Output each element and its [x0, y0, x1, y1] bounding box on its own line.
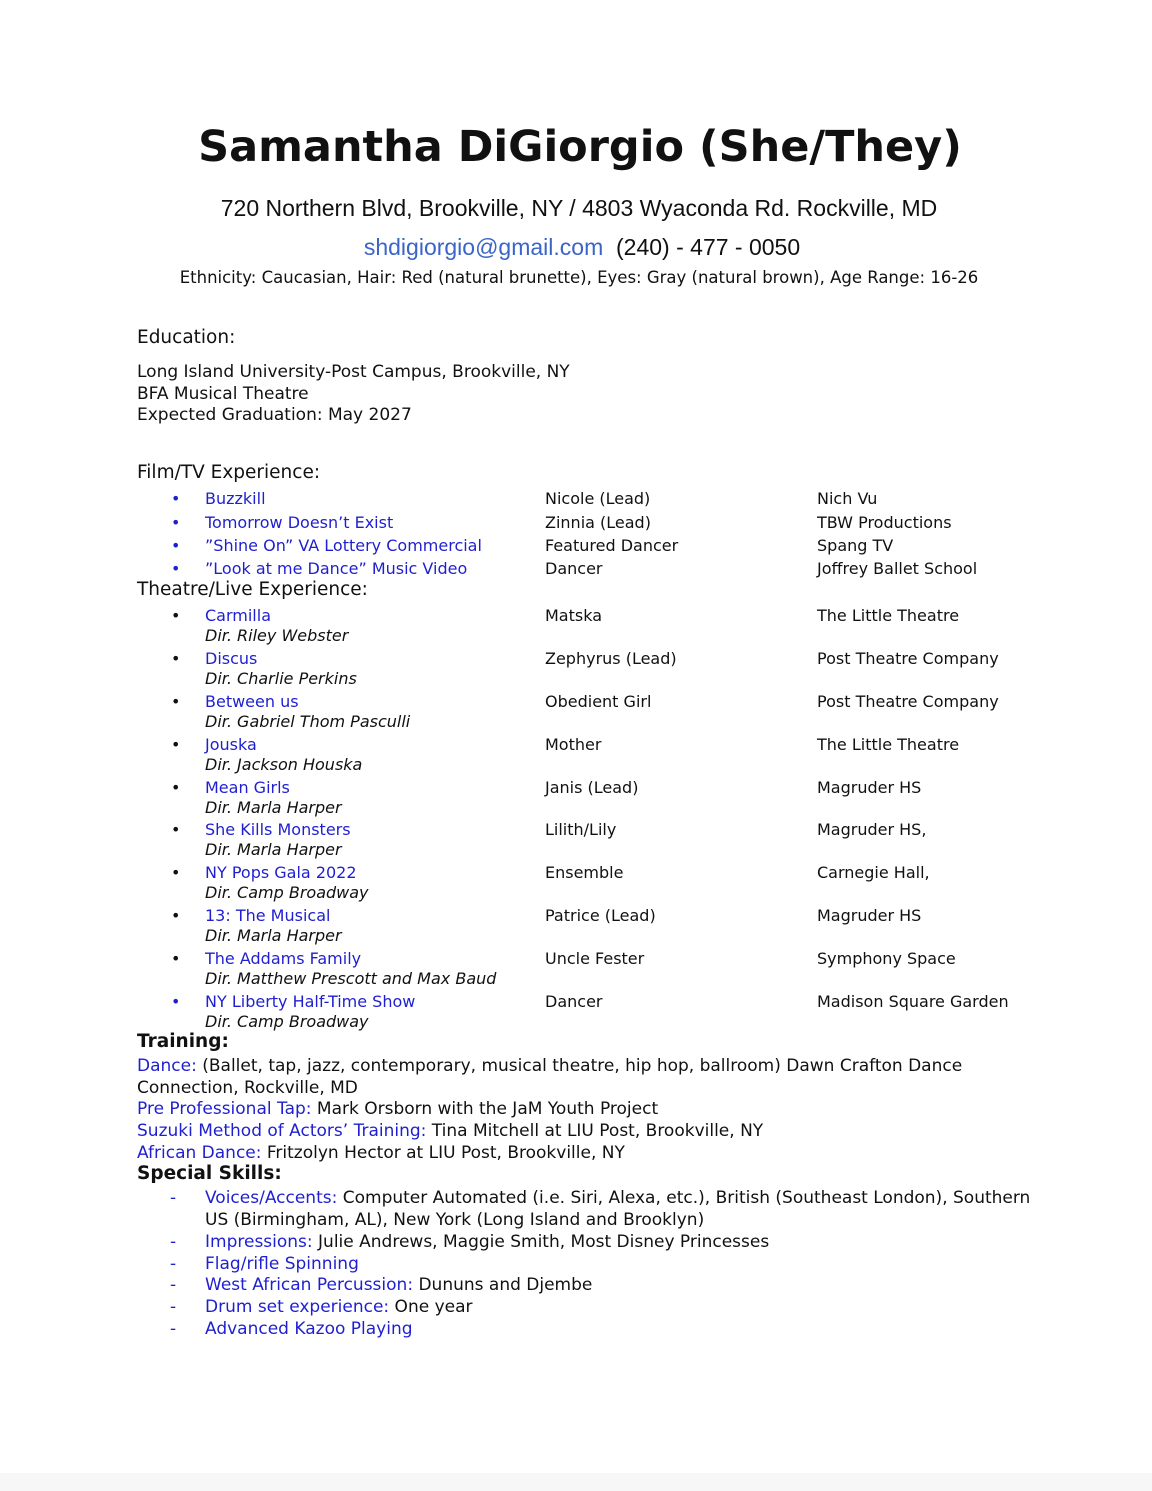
credit-title[interactable]: ”Look at me Dance” Music Video	[205, 559, 468, 578]
credit-director: Dir. Marla Harper	[205, 840, 342, 859]
bullet: •	[171, 863, 181, 882]
credit-role: Janis (Lead)	[545, 778, 639, 797]
film-heading: Film/TV Experience:	[137, 462, 321, 483]
training-item	[137, 1098, 1017, 1120]
credit-role: Mother	[545, 735, 602, 754]
dash-bullet: -	[170, 1319, 177, 1339]
credit-role: Uncle Fester	[545, 949, 645, 968]
credit-title[interactable]: She Kills Monsters	[205, 820, 351, 839]
credit-company: Symphony Space	[817, 949, 956, 968]
training-text: Tina Mitchell at LIU Post, Brookville, NY	[426, 1121, 764, 1141]
education-heading: Education:	[137, 327, 236, 348]
credit-company: Post Theatre Company	[817, 692, 999, 711]
training-label[interactable]: Dance:	[137, 1056, 197, 1076]
phone-number: (240) - 477 - 0050	[616, 234, 801, 260]
credit-role: Lilith/Lily	[545, 820, 617, 839]
dash-bullet: -	[170, 1297, 177, 1317]
credit-title[interactable]: ”Shine On” VA Lottery Commercial	[205, 536, 482, 555]
contact-line	[0, 234, 1152, 261]
credit-company: Carnegie Hall,	[817, 863, 930, 882]
bullet: •	[171, 820, 181, 839]
credit-role: Zephyrus (Lead)	[545, 649, 677, 668]
theatre-heading: Theatre/Live Experience:	[137, 579, 368, 600]
training-item	[137, 1055, 1017, 1099]
dash-bullet: -	[170, 1232, 177, 1252]
credit-title[interactable]: Between us	[205, 692, 299, 711]
education-degree: BFA Musical Theatre	[137, 383, 309, 404]
bullet: •	[171, 649, 181, 668]
credit-company: Madison Square Garden	[817, 992, 1009, 1011]
credit-director: Dir. Jackson Houska	[205, 755, 363, 774]
page-title: Samantha DiGiorgio (She/They)	[198, 122, 962, 172]
credit-company: Joffrey Ballet School	[817, 559, 978, 578]
credit-role: Matska	[545, 606, 603, 625]
credit-title[interactable]: 13: The Musical	[205, 906, 331, 925]
bullet: •	[171, 992, 181, 1011]
bullet: •	[171, 559, 181, 578]
credit-director: Dir. Camp Broadway	[205, 883, 369, 902]
training-text: Mark Orsborn with the JaM Youth Project	[311, 1099, 659, 1119]
credit-company: The Little Theatre	[817, 735, 960, 754]
credit-company: Spang TV	[817, 536, 894, 555]
skill-text: One year	[389, 1297, 473, 1317]
page-bottom-edge	[0, 1473, 1152, 1491]
training-text: Fritzolyn Hector at LIU Post, Brookville, NY	[261, 1143, 625, 1163]
skill-label[interactable]: Impressions:	[205, 1232, 313, 1252]
training-label[interactable]: Suzuki Method of Actors’ Training:	[137, 1121, 427, 1141]
credit-director: Dir. Marla Harper	[205, 798, 342, 817]
credit-director: Dir. Camp Broadway	[205, 1012, 369, 1031]
credit-director: Dir. Marla Harper	[205, 926, 342, 945]
training-item	[137, 1142, 1017, 1164]
credit-title[interactable]: NY Pops Gala 2022	[205, 863, 357, 882]
credit-role: Dancer	[545, 559, 603, 578]
skill-label[interactable]: Drum set experience:	[205, 1297, 390, 1317]
skill-label[interactable]: Advanced Kazoo Playing	[205, 1319, 413, 1339]
skills-heading: Special Skills:	[137, 1163, 282, 1184]
credit-title[interactable]: Discus	[205, 649, 258, 668]
credit-role: Obedient Girl	[545, 692, 652, 711]
credit-company: Magruder HS	[817, 778, 922, 797]
bullet: •	[171, 513, 181, 532]
credit-role: Ensemble	[545, 863, 624, 882]
education-graduation: Expected Graduation: May 2027	[137, 405, 412, 425]
credit-company: Post Theatre Company	[817, 649, 999, 668]
credit-company: The Little Theatre	[817, 606, 960, 625]
dash-bullet: -	[170, 1275, 177, 1295]
credit-title[interactable]: The Addams Family	[205, 949, 362, 968]
credit-role: Zinnia (Lead)	[545, 513, 651, 532]
bullet: •	[171, 606, 181, 625]
training-label[interactable]: African Dance:	[137, 1143, 262, 1163]
skill-text: Computer Automated (i.e. Siri, Alexa, etc.), British (Southeast London), Southern US (Birmingham, AL), New York (Long Island and Brooklyn)	[205, 1188, 1031, 1230]
bullet: •	[171, 906, 181, 925]
credit-director: Dir. Charlie Perkins	[205, 669, 357, 688]
address-line: 720 Northern Blvd, Brookville, NY / 4803 Wyaconda Rd. Rockville, MD	[220, 195, 938, 221]
physical-stats: Ethnicity: Caucasian, Hair: Red (natural brunette), Eyes: Gray (natural brown), Age Range: 16-26	[179, 268, 979, 287]
credit-title[interactable]: NY Liberty Half-Time Show	[205, 992, 416, 1011]
credit-company: Nich Vu	[817, 489, 878, 508]
bullet: •	[171, 949, 181, 968]
credit-role: Featured Dancer	[545, 536, 679, 555]
bullet: •	[171, 489, 181, 508]
credit-title[interactable]: Carmilla	[205, 606, 271, 625]
credit-role: Nicole (Lead)	[545, 489, 651, 508]
training-heading: Training:	[137, 1031, 229, 1052]
education-details	[137, 362, 570, 427]
credit-title[interactable]: Jouska	[205, 735, 257, 754]
credit-role: Patrice (Lead)	[545, 906, 656, 925]
credit-director: Dir. Riley Webster	[205, 626, 349, 645]
skill-text: Julie Andrews, Maggie Smith, Most Disney Princesses	[312, 1232, 770, 1252]
credit-role: Dancer	[545, 992, 603, 1011]
credit-title[interactable]: Buzzkill	[205, 489, 266, 508]
credit-title[interactable]: Tomorrow Doesn’t Exist	[205, 513, 394, 532]
education-school: Long Island University-Post Campus, Brookville, NY	[137, 362, 570, 382]
dash-bullet: -	[170, 1254, 177, 1274]
training-text: (Ballet, tap, jazz, contemporary, musical theatre, hip hop, ballroom) Dawn Crafton Dance Connection, Rockville, MD	[137, 1056, 963, 1098]
training-label[interactable]: Pre Professional Tap:	[137, 1099, 312, 1119]
training-item	[137, 1120, 1017, 1142]
skill-text: Dununs and Djembe	[413, 1275, 593, 1295]
dash-bullet: -	[170, 1188, 177, 1208]
credit-director: Dir. Gabriel Thom Pasculli	[205, 712, 411, 731]
skill-label[interactable]: West African Percussion:	[205, 1275, 414, 1295]
skill-label[interactable]: Flag/rifle Spinning	[205, 1254, 359, 1274]
bullet: •	[171, 692, 181, 711]
credit-company: TBW Productions	[817, 513, 952, 532]
skill-label[interactable]: Voices/Accents:	[205, 1188, 338, 1208]
email-link[interactable]: shdigiorgio@gmail.com	[363, 234, 604, 260]
credit-company: Magruder HS	[817, 906, 922, 925]
credit-company: Magruder HS,	[817, 820, 927, 839]
bullet: •	[171, 536, 181, 555]
bullet: •	[171, 778, 181, 797]
credit-director: Dir. Matthew Prescott and Max Baud	[205, 969, 497, 988]
credit-title[interactable]: Mean Girls	[205, 778, 290, 797]
bullet: •	[171, 735, 181, 754]
